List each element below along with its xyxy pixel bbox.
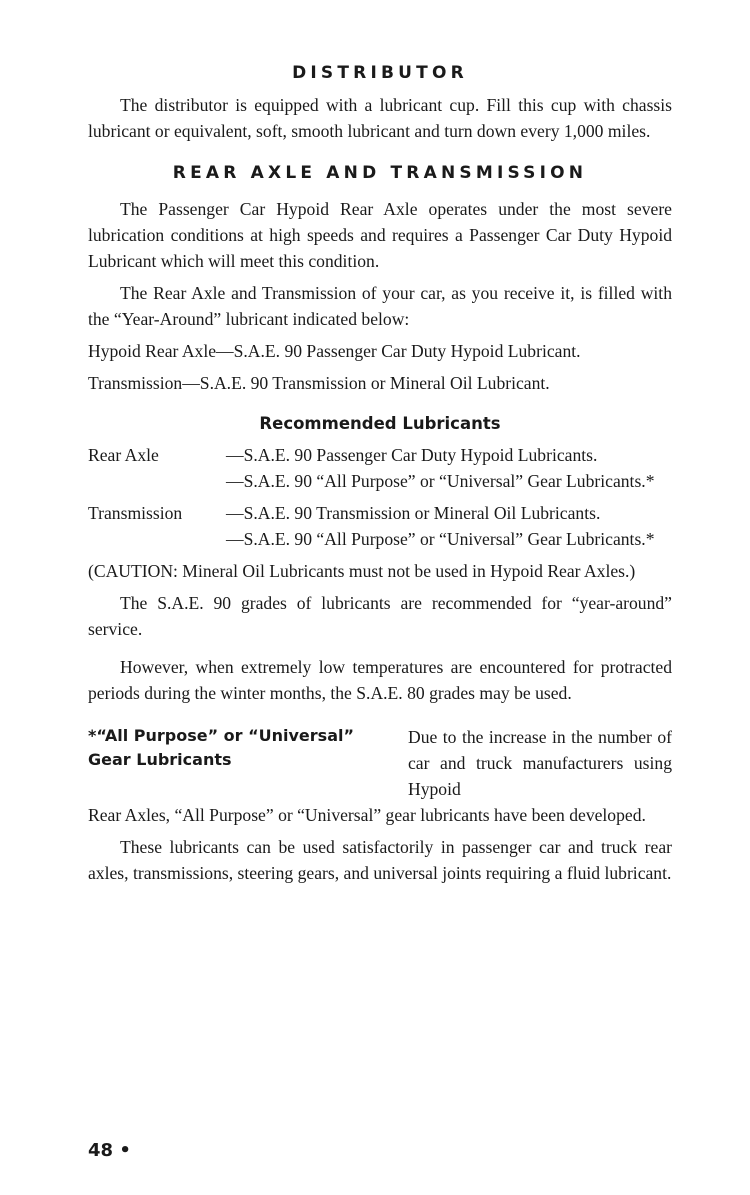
distributor-paragraph: The distributor is equipped with a lubricant cup. Fill this cup with chassis lubricant or equivalent, soft, smooth lubricant and turn down every 1,000 miles. bbox=[88, 95, 672, 141]
rear-axle-paragraph-2: The Rear Axle and Transmission of your car, as you receive it, is filled with the “Year-Around” lubricant indicated below: bbox=[88, 283, 672, 329]
universal-paragraph-continued: Rear Axles, “All Purpose” or “Universal” gear lubricants have been developed. bbox=[88, 805, 646, 825]
recommended-row bbox=[88, 468, 672, 494]
recommended-row-text: —S.A.E. 90 Transmission or Mineral Oil Lubricants. bbox=[226, 503, 601, 523]
universal-heading-line-1: *“All Purpose” or “Universal” bbox=[88, 726, 354, 745]
low-temperature-paragraph: However, when extremely low temperatures are encountered for protracted periods during the winter months, the S.A.E. 80 grades may be used. bbox=[88, 657, 672, 703]
caution-note: (CAUTION: Mineral Oil Lubricants must not be used in Hypoid Rear Axles.) bbox=[88, 561, 636, 581]
recommended-row-label bbox=[88, 468, 226, 494]
distributor-heading: DISTRIBUTOR bbox=[292, 63, 468, 83]
universal-lubricants-block bbox=[88, 724, 672, 802]
year-around-paragraph: The S.A.E. 90 grades of lubricants are recommended for “year-around” service. bbox=[88, 593, 672, 639]
page-content bbox=[88, 58, 672, 886]
rear-axle-paragraph-1: The Passenger Car Hypoid Rear Axle operates under the most severe lubrication conditions at high speeds and requires a Passenger Car Duty Hypoid Lubricant which will meet this condition. bbox=[88, 199, 672, 271]
universal-lubricants-heading bbox=[88, 724, 408, 802]
recommended-row-label: Rear Axle bbox=[88, 445, 159, 465]
recommended-lubricants-heading: Recommended Lubricants bbox=[259, 414, 501, 433]
universal-side-text: Due to the increase in the number of car and truck manufacturers using Hypoid bbox=[408, 727, 672, 799]
recommended-row-text: —S.A.E. 90 Passenger Car Duty Hypoid Lubricants. bbox=[226, 445, 598, 465]
page-number: 48 • bbox=[88, 1140, 131, 1161]
recommended-row bbox=[88, 526, 672, 552]
recommended-lubricants-list bbox=[88, 442, 672, 552]
recommended-row-label bbox=[88, 526, 226, 552]
transmission-line: Transmission—S.A.E. 90 Transmission or Mineral Oil Lubricant. bbox=[88, 373, 550, 393]
recommended-row bbox=[88, 442, 672, 468]
universal-heading-line-2: Gear Lubricants bbox=[88, 750, 232, 769]
rear-axle-heading: REAR AXLE AND TRANSMISSION bbox=[172, 163, 588, 183]
recommended-row bbox=[88, 500, 672, 526]
recommended-row-label: Transmission bbox=[88, 503, 183, 523]
hypoid-axle-line: Hypoid Rear Axle—S.A.E. 90 Passenger Car Duty Hypoid Lubricant. bbox=[88, 341, 581, 361]
universal-paragraph-2: These lubricants can be used satisfactorily in passenger car and truck rear axles, transmissions, steering gears, and universal joints requiring a fluid lubricant. bbox=[88, 837, 672, 883]
recommended-row-text: —S.A.E. 90 “All Purpose” or “Universal” Gear Lubricants.* bbox=[226, 471, 655, 491]
recommended-row-text: —S.A.E. 90 “All Purpose” or “Universal” Gear Lubricants.* bbox=[226, 529, 655, 549]
